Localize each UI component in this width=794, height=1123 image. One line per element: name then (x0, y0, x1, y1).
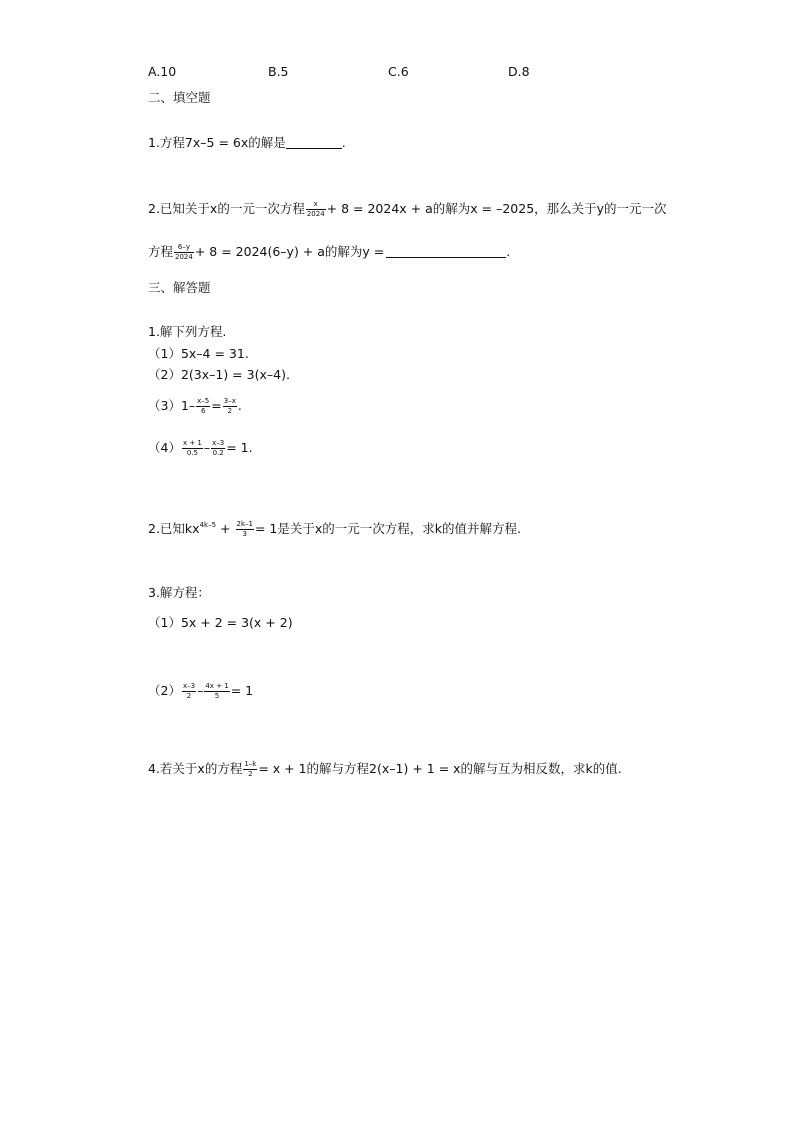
fraction: $\frac{x}{2024}$ (306, 200, 325, 218)
question-3-1-title: 1.解下列方程. (148, 324, 227, 339)
question-3-1-part2: （2）2(3x–1) = 3(x–4). (148, 367, 290, 382)
section-solve-title: 三、解答题 (148, 280, 211, 295)
question-3-1-part4: （4） $\frac{x + 1}{0.5}$ – $\frac{x-3}{0.2}$ = 1. (148, 439, 253, 457)
option-d: D.8 (508, 64, 530, 79)
question-2-2-line1: 2.已知关于x的一元一次方程 $\frac{x}{2024}$ + 8 = 2024x + a的解为x = –2025，那么关于y的一元一次 (148, 200, 667, 218)
question-3-2: 2.已知$kx^{4k-5}$ + $\frac{2k-1}{3}$ = 1是关于x的一元一次方程，求k的值并解方程. (148, 520, 521, 538)
option-a: A.10 (148, 64, 177, 79)
answer-blank (386, 245, 506, 258)
question-3-4: 4.若关于x的方程 $\frac{1-k}{2}$ = x + 1的解与方程2(x–1) + 1 = x的解与互为相反数，求k的值. (148, 760, 622, 778)
option-c: C.6 (388, 64, 409, 79)
question-2-2-line2: 方程 $\frac{6-y}{2024}$ + 8 = 2024(6–y) + a的解为y = . (148, 243, 511, 261)
answer-blank (286, 136, 342, 149)
question-3-3-title: 3.解方程： (148, 585, 210, 600)
section-fill-blank-title: 二、填空题 (148, 90, 211, 105)
question-2-1-text: 1.方程7x–5 = 6x的解是 (148, 135, 286, 150)
question-3-3-part1: （1）5x + 2 = 3(x + 2) (148, 615, 293, 630)
question-3-3-part2: （2） $\frac{x-3}{2}$ – $\frac{4x + 1}{5}$ = 1 (148, 682, 254, 700)
question-3-1-part1: （1）5x–4 = 31. (148, 346, 249, 361)
question-2-1: 1.方程7x–5 = 6x的解是 . (148, 135, 346, 150)
fraction: $\frac{6-y}{2024}$ (175, 243, 193, 261)
option-b: B.5 (268, 64, 289, 79)
question-3-1-part3: （3）1– $\frac{x-5}{6}$ = $\frac{3-x}{2}$ . (148, 397, 242, 415)
